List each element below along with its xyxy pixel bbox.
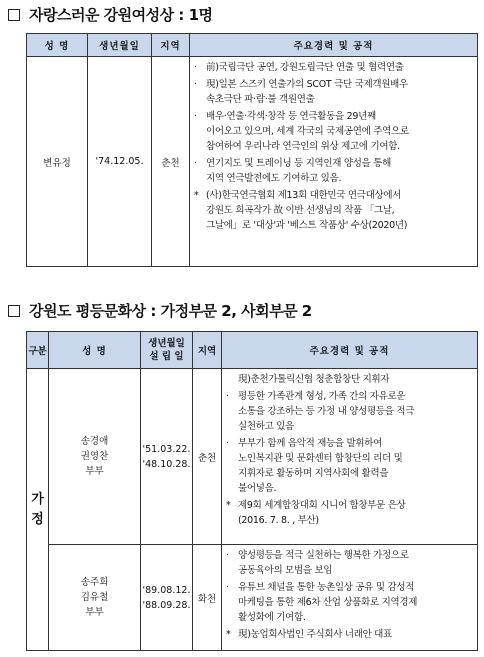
category-char: 정: [31, 511, 44, 527]
bullet-marker: *: [226, 500, 231, 511]
career-line: 그날에」로 '대상'과 '베스트 작품상' 수상(2020년): [206, 220, 408, 231]
career-line: 現)일본 스즈키 연출가의 SCOT 극단 국제객원배우: [206, 79, 408, 90]
career-line: 실천하고 있음: [238, 421, 294, 432]
bullet-marker: *: [194, 190, 199, 201]
career-text: [238, 372, 473, 387]
header-region: 지역: [152, 34, 190, 57]
checkbox-square-icon: [8, 305, 20, 317]
career-item: [226, 389, 473, 434]
career-line: 활성화에 기여함.: [238, 612, 306, 623]
career-text: [238, 627, 473, 642]
career-list: [226, 548, 473, 642]
bullet-marker: ·: [226, 550, 229, 561]
bullet-marker: ·: [226, 391, 229, 402]
header-birth: 생년월일: [88, 34, 152, 57]
category-char: 가: [31, 491, 44, 507]
name-line: 부부: [85, 607, 104, 618]
career-line: 불어넣음.: [238, 483, 277, 494]
category-family: [27, 369, 49, 651]
header-name: 성 명: [27, 34, 88, 57]
bullet-marker: *: [226, 629, 231, 640]
career-text: [206, 109, 473, 154]
section2-header-row: [27, 332, 478, 369]
career-line: 이어오고 있으며, 세계 각국의 국제공연에 주역으로: [206, 126, 409, 137]
birth-line: '88.09.28.: [142, 599, 191, 611]
career-line: 부부가 함께 음악적 재능을 발휘하여: [238, 438, 383, 449]
career-text: [238, 389, 473, 434]
awardee-name: 변유정: [27, 57, 88, 267]
name-line: 권영찬: [80, 451, 109, 462]
career-item: [226, 498, 473, 528]
career-line: 소통을 강조하는 등 가정 내 양성평등을 적극: [238, 406, 415, 417]
career-line: 양성평등을 적극 실천하는 행복한 가정으로: [238, 550, 409, 561]
name-line: 부부: [85, 466, 104, 477]
awardee-career: [190, 57, 478, 267]
checkbox-square-icon: [8, 9, 20, 21]
career-line: 지휘자로 활동하며 지역사회에 활력을: [238, 468, 389, 479]
name-line: 송경애: [80, 436, 109, 447]
table-row: [27, 545, 478, 651]
birth-line: '89.08.12.: [142, 584, 191, 596]
career-item: [194, 77, 473, 107]
section2-title-text: 강원도 평등문화상 : 가정부문 2, 사회부문 2: [29, 302, 312, 320]
career-line: 배우·연출·각색·창작 등 연극활동을 29년째: [206, 111, 376, 122]
couple-career: [222, 545, 478, 651]
career-item: [194, 188, 473, 233]
awardee-birth: '74.12.05.: [88, 57, 152, 267]
name-line: 송주희: [80, 577, 109, 588]
header-category: 구분: [27, 332, 49, 369]
bullet-marker: ·: [194, 79, 197, 90]
couple-career: [222, 369, 478, 545]
birth-line: '51.03.22.: [142, 443, 191, 455]
section1-title-text: 자랑스러운 강원여성상 : 1명: [29, 6, 213, 24]
birth-line: '48.10.28.: [142, 458, 191, 470]
header-birth-line1: 생년월일: [148, 338, 185, 349]
career-item: [194, 109, 473, 154]
career-item: [226, 548, 473, 578]
career-line: 참여하여 우리나라 연극인의 위상 제고에 기여함.: [206, 141, 400, 152]
header-birth-line2: 설 립 일: [149, 351, 184, 362]
section2-table: [26, 331, 478, 651]
couple-births: [141, 369, 193, 545]
career-line: 지역 연극발전에도 기여하고 있음.: [206, 173, 342, 184]
career-text: [206, 156, 473, 186]
bullet-marker: ·: [194, 62, 197, 73]
section2-title: [8, 300, 312, 321]
career-line: 유튜브 채널을 통한 농촌일상 공유 및 감성적: [238, 582, 415, 593]
career-line: 現)농업회사법인 주식회사 너래안 대표: [238, 629, 392, 640]
career-line: 前)국립극단 공연, 강원도립극단 연출 및 협력연출: [206, 62, 404, 73]
career-line: 속초극단 파·람·불 객원연출: [206, 94, 315, 105]
career-line: (사)한국연극협회 제13회 대한민국 연극대상에서: [206, 190, 402, 201]
career-list: [226, 372, 473, 528]
header-career: 주요경력 및 공적: [190, 34, 478, 57]
header-birth: [141, 332, 193, 369]
header-region: 지역: [193, 332, 222, 369]
career-line: 연기지도 및 트레이닝 등 지역인재 양성을 통해: [206, 158, 391, 169]
bullet-marker: ·: [194, 158, 197, 169]
section1-header-row: [27, 34, 478, 57]
career-item: [194, 60, 473, 75]
header-name: 성 명: [49, 332, 141, 369]
couple-region: 화천: [193, 545, 222, 651]
career-line: 제9회 세계합창대회 시니어 합창부문 은상: [238, 500, 406, 511]
career-text: [238, 548, 473, 578]
career-text: [206, 188, 473, 233]
section1-title: [8, 4, 213, 25]
name-line: 김유철: [80, 592, 109, 603]
table-row: [27, 369, 478, 545]
career-line: 강원도 희곡작가 故 이반 선생님의 작품 「그날,: [206, 205, 395, 216]
awardee-region: 춘천: [152, 57, 190, 267]
career-item: [226, 436, 473, 496]
career-line: 現)춘천가톨릭신협 청춘합창단 지휘자: [238, 374, 390, 385]
career-item: [226, 627, 473, 642]
header-career: 주요경력 및 공적: [222, 332, 478, 369]
section1-table: [26, 33, 478, 267]
career-item: [194, 156, 473, 186]
career-line: 평등한 가족관계 형성, 가족 간의 자유로운: [238, 391, 406, 402]
career-line: (2016. 7. 8. , 부산): [238, 515, 319, 526]
couple-names: [49, 369, 141, 545]
couple-region: 춘천: [193, 369, 222, 545]
career-text: [238, 498, 473, 528]
career-item: [226, 372, 473, 387]
career-list: [194, 60, 473, 233]
career-text: [206, 77, 473, 107]
couple-births: [141, 545, 193, 651]
career-line: 공동육아의 모범을 보임: [238, 565, 333, 576]
bullet-marker: ·: [226, 438, 229, 449]
career-line: 마케팅을 통한 제6차 산업 상품화로 지역경제: [238, 597, 418, 608]
career-line: 노인복지관 및 문화센터 합창단의 리더 및: [238, 453, 403, 464]
table-row: [27, 57, 478, 267]
couple-names: [49, 545, 141, 651]
bullet-marker: ·: [194, 111, 197, 122]
career-item: [226, 580, 473, 625]
bullet-marker: ·: [226, 582, 229, 593]
career-text: [206, 60, 473, 75]
career-text: [238, 436, 473, 496]
career-text: [238, 580, 473, 625]
